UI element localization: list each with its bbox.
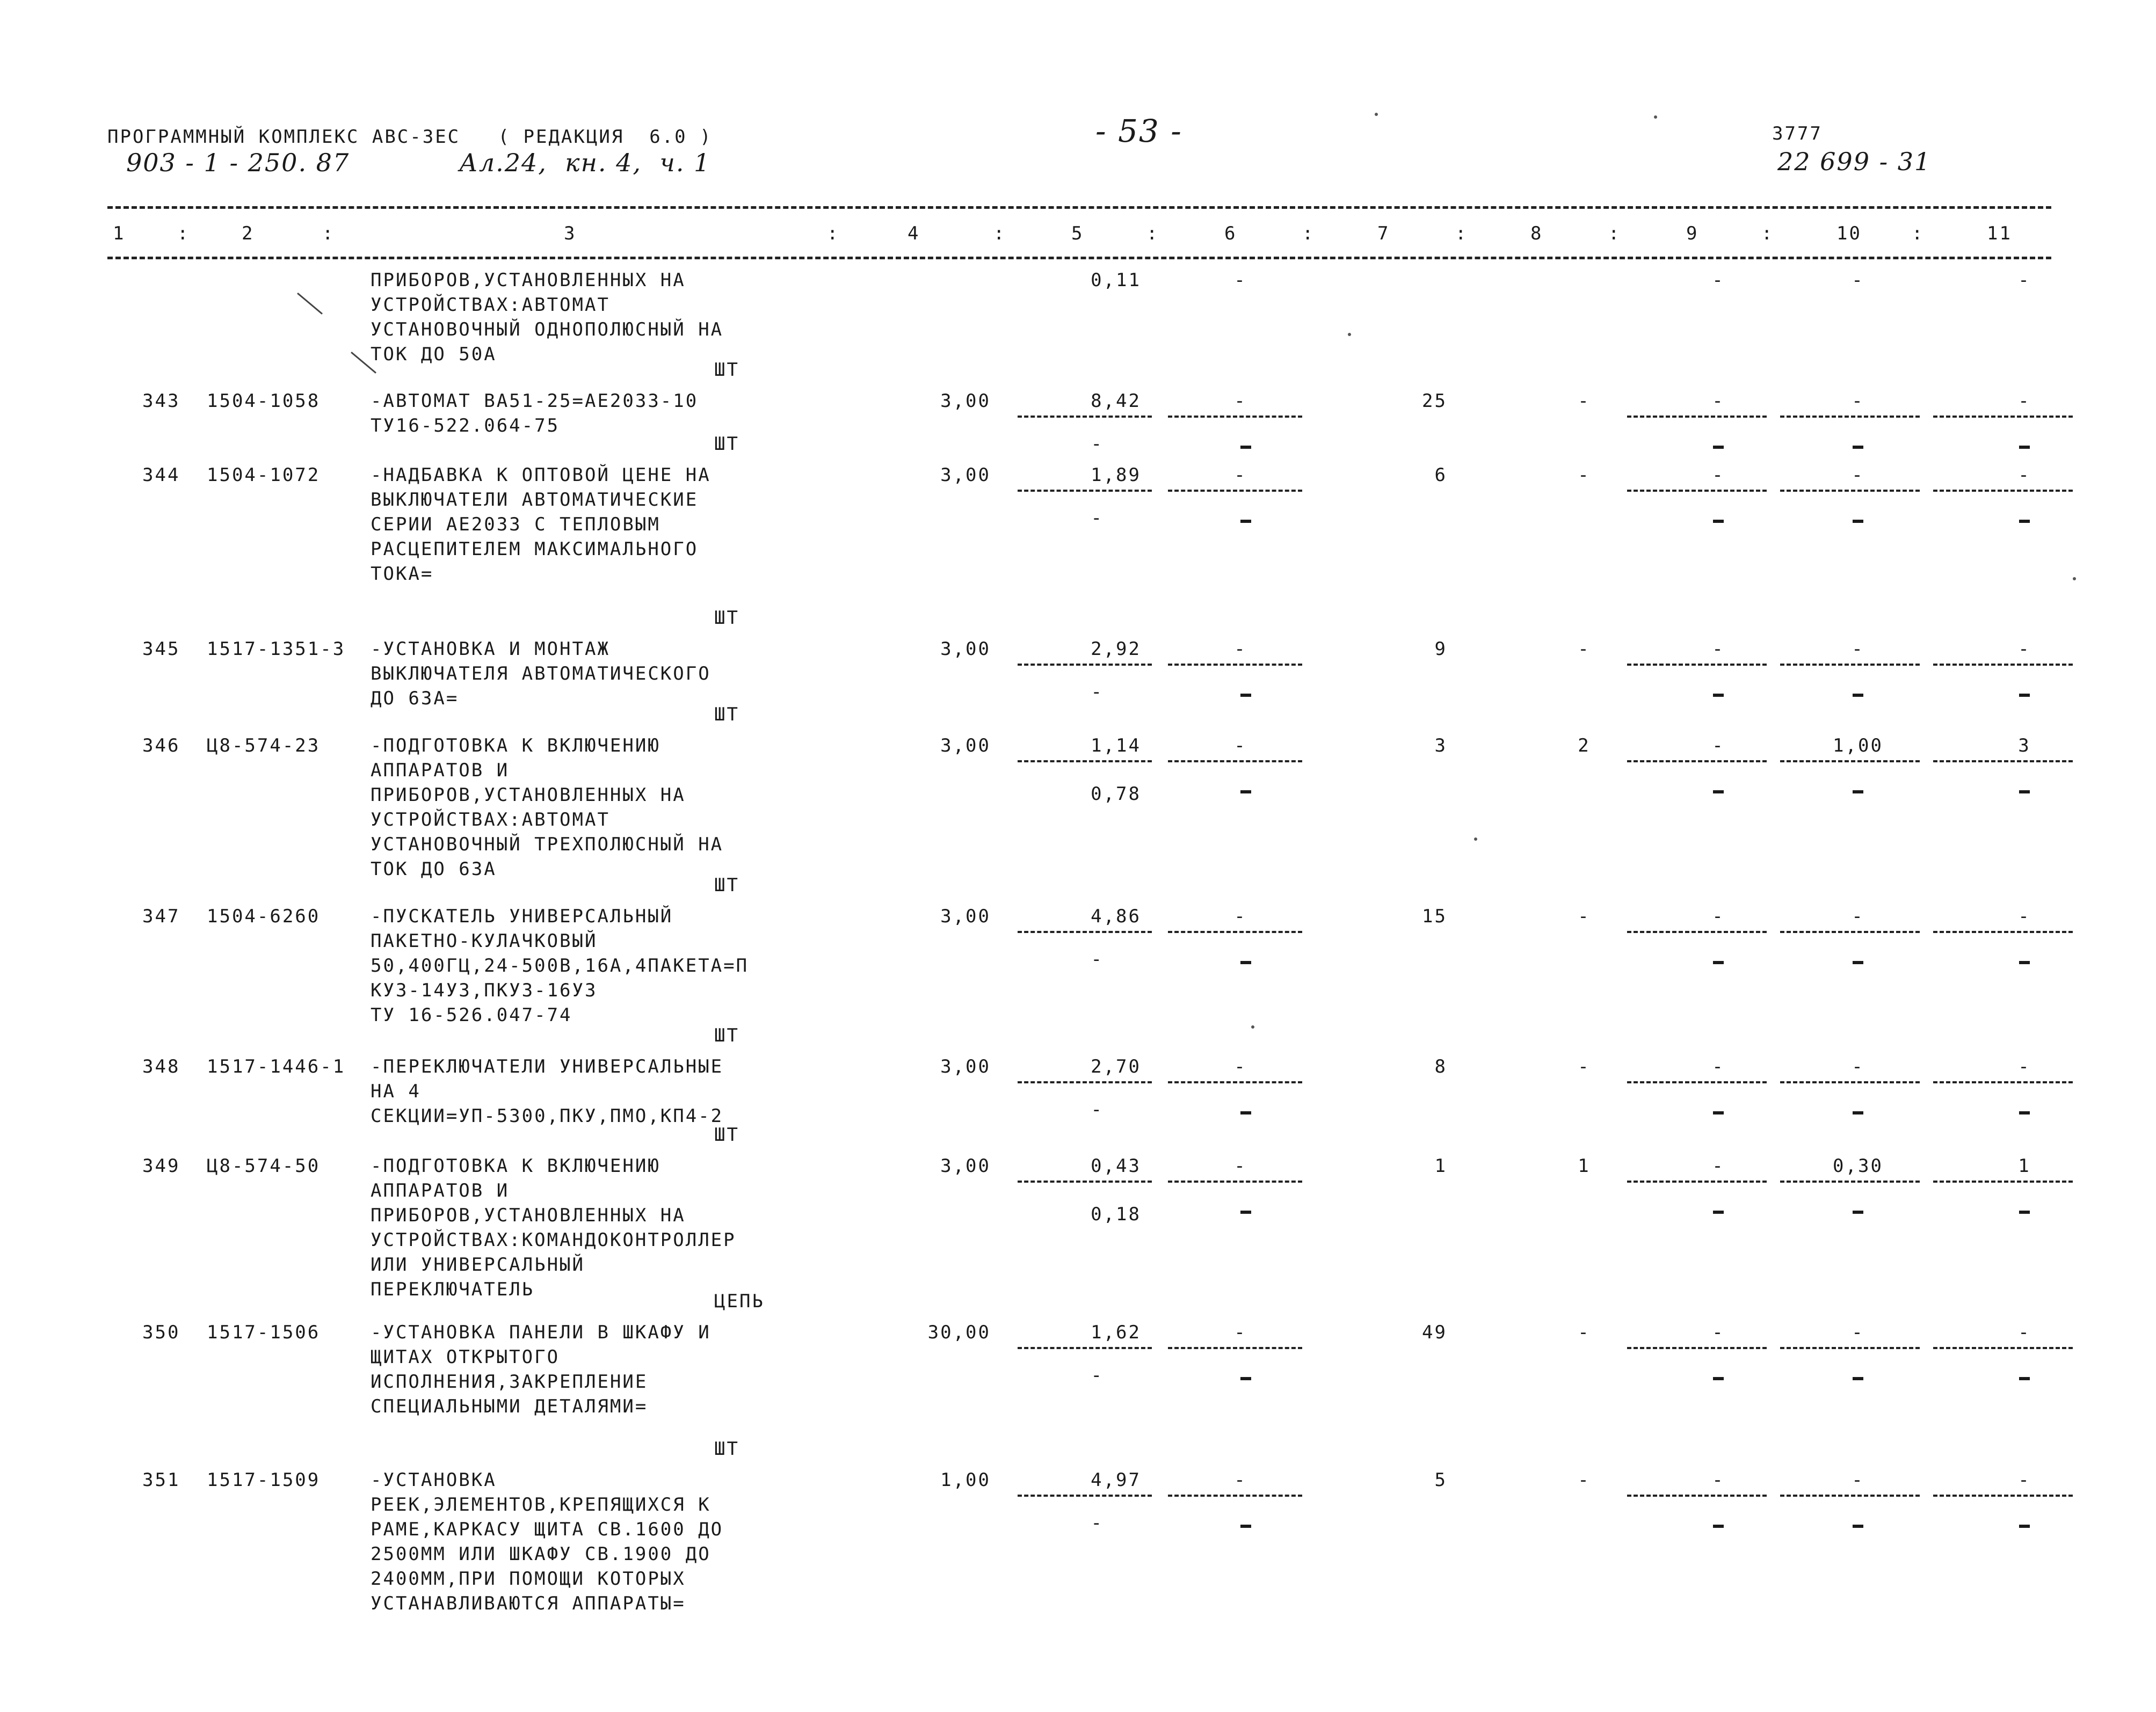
cost-underline-11	[1933, 1347, 2073, 1349]
col-separator: :	[1761, 223, 1774, 244]
description-line: ПРИБОРОВ,УСТАНОВЛЕННЫХ НА	[371, 1205, 686, 1226]
cost-underline-6	[1168, 760, 1302, 762]
cost-underline-10	[1780, 1181, 1920, 1183]
description-line: ПРИБОРОВ,УСТАНОВЛЕННЫХ НА	[371, 269, 686, 291]
second-line-dash-6	[1240, 1525, 1251, 1528]
cost-col-11: -	[2018, 906, 2031, 927]
description-line: ТУ 16-526.047-74	[371, 1004, 572, 1026]
description-line: ТОК ДО 63А	[371, 858, 497, 880]
cost-col-6: -	[1234, 735, 1247, 756]
cost-col-10: -	[1852, 269, 1864, 291]
col-4-header: 4	[908, 223, 920, 244]
scan-speck	[1474, 837, 1477, 841]
cost-col-10: -	[1852, 1322, 1864, 1343]
quantity: 30,00	[927, 1322, 991, 1343]
unit-label: ШТ	[714, 607, 739, 629]
cost-col-9: -	[1712, 390, 1725, 412]
cost-col-5: 4,86	[1091, 906, 1141, 927]
scan-speck	[1251, 1025, 1254, 1029]
cost-col-7: 49	[1422, 1322, 1447, 1343]
unit-label: ШТ	[714, 433, 739, 455]
description-line: -НАДБАВКА К ОПТОВОЙ ЦЕНЕ НА	[371, 464, 711, 486]
cost-col-8: -	[1578, 464, 1591, 486]
cost-col-10: 1,00	[1833, 735, 1883, 756]
cost-underline-11	[1933, 490, 2073, 492]
cost-underline-10	[1780, 1495, 1920, 1497]
col-separator: :	[177, 223, 190, 244]
rate-code: 1517-1506	[207, 1322, 321, 1343]
second-line-dash-6	[1240, 1111, 1251, 1114]
second-line-dash-11	[2019, 790, 2030, 793]
description-line: НА 4	[371, 1081, 421, 1102]
rate-code: Ц8-574-23	[207, 735, 321, 756]
description-line: -АВТОМАТ ВА51-25=АЕ2033-10	[371, 390, 699, 412]
quantity: 1,00	[940, 1469, 991, 1491]
col-10-header: 10	[1836, 223, 1862, 244]
description-line: ИЛИ УНИВЕРСАЛЬНЫЙ	[371, 1254, 585, 1276]
description-line: УСТАНОВОЧНЫЙ ОДНОПОЛЮСНЫЙ НА	[371, 319, 724, 340]
second-line-dash-9	[1713, 961, 1724, 964]
second-line-dash-10	[1853, 1377, 1863, 1380]
row-number: 348	[142, 1056, 180, 1077]
col-11-header: 11	[1987, 223, 2012, 244]
unit-label: ШТ	[714, 359, 739, 381]
description-line: ВЫКЛЮЧАТЕЛЯ АВТОМАТИЧЕСКОГО	[371, 663, 711, 684]
cost-underline-11	[1933, 1495, 2073, 1497]
row-number: 351	[142, 1469, 180, 1491]
description-line: РЕЕК,ЭЛЕМЕНТОВ,КРЕПЯЩИХСЯ К	[371, 1494, 711, 1516]
unit-label: ШТ	[714, 704, 739, 725]
cost-col-8: -	[1578, 1469, 1591, 1491]
cost-underline-6	[1168, 664, 1302, 666]
cost-col-9: -	[1712, 464, 1725, 486]
row-number: 343	[142, 390, 180, 412]
col-separator: :	[1912, 223, 1925, 244]
description-line: ТОКА=	[371, 563, 434, 585]
cost-col-8: -	[1578, 1056, 1591, 1077]
scan-speck	[1654, 115, 1657, 119]
description-line: -ПУСКАТЕЛЬ УНИВЕРСАЛЬНЫЙ	[371, 906, 673, 927]
col-3-header: 3	[564, 223, 577, 244]
cost-underline-10	[1780, 1081, 1920, 1083]
second-line-dash-10	[1853, 1211, 1863, 1214]
rate-code: Ц8-574-50	[207, 1155, 321, 1177]
cost-col-5: 2,70	[1091, 1056, 1141, 1077]
description-line: 50,400ГЦ,24-500В,16А,4ПАКЕТА=П	[371, 955, 749, 977]
description-line: -УСТАНОВКА И МОНТАЖ	[371, 638, 610, 660]
description-line: СЕРИИ АЕ2033 С ТЕПЛОВЫМ	[371, 514, 660, 535]
cost-col-7: 25	[1422, 390, 1447, 412]
cost-col-9: -	[1712, 1322, 1725, 1343]
quantity: 3,00	[940, 1056, 991, 1077]
second-line-dash-9	[1713, 1377, 1724, 1380]
unit-label: ШТ	[714, 1438, 739, 1460]
cost-underline-5	[1018, 416, 1152, 418]
description-line: КУ3-14У3,ПКУ3-16У3	[371, 980, 598, 1001]
cost-underline-10	[1780, 490, 1920, 492]
cost-underline-6	[1168, 931, 1302, 933]
description-line: ИСПОЛНЕНИЯ,ЗАКРЕПЛЕНИЕ	[371, 1371, 648, 1393]
second-line-dash-11	[2019, 1211, 2030, 1214]
header-top-rule	[107, 206, 2051, 209]
rate-code: 1504-6260	[207, 906, 321, 927]
cost-col-5: 0,11	[1091, 269, 1141, 291]
cost-underline-11	[1933, 931, 2073, 933]
description-line: -ПОДГОТОВКА К ВКЛЮЧЕНИЮ	[371, 1155, 660, 1177]
cost-underline-5	[1018, 1347, 1152, 1349]
cost-col-5-second: -	[1091, 1512, 1104, 1534]
description-line: ТУ16-522.064-75	[371, 415, 560, 436]
cost-underline-5	[1018, 760, 1152, 762]
cost-col-9: -	[1712, 1056, 1725, 1077]
description-line: ВЫКЛЮЧАТЕЛИ АВТОМАТИЧЕСКИЕ	[371, 489, 699, 511]
second-line-dash-11	[2019, 520, 2030, 523]
cost-col-5: 1,14	[1091, 735, 1141, 756]
cost-col-9: -	[1712, 1469, 1725, 1491]
scan-mark	[297, 293, 323, 315]
cost-col-5: 2,92	[1091, 638, 1141, 660]
cost-col-5: 8,42	[1091, 390, 1141, 412]
description-line: ПАКЕТНО-КУЛАЧКОВЫЙ	[371, 930, 598, 952]
cost-col-5: 1,89	[1091, 464, 1141, 486]
second-line-dash-10	[1853, 961, 1863, 964]
unit-label: ШТ	[714, 1025, 739, 1046]
cost-underline-10	[1780, 664, 1920, 666]
description-line: УСТРОЙСТВАХ:АВТОМАТ	[371, 294, 610, 316]
cost-underline-10	[1780, 760, 1920, 762]
cost-underline-9	[1627, 1081, 1767, 1083]
second-line-dash-10	[1853, 446, 1863, 449]
description-line: СПЕЦИАЛЬНЫМИ ДЕТАЛЯМИ=	[371, 1396, 648, 1417]
second-line-dash-11	[2019, 1111, 2030, 1114]
second-line-dash-9	[1713, 694, 1724, 697]
description-line: 2500ММ ИЛИ ШКАФУ СВ.1900 ДО	[371, 1543, 711, 1565]
cost-col-10: -	[1852, 638, 1864, 660]
header-bottom-rule	[107, 257, 2051, 259]
rate-code: 1517-1446-1	[207, 1056, 346, 1077]
cost-underline-5	[1018, 1081, 1152, 1083]
cost-underline-6	[1168, 1081, 1302, 1083]
cost-col-11: 1	[2018, 1155, 2031, 1177]
rate-code: 1504-1072	[207, 464, 321, 486]
row-number: 350	[142, 1322, 180, 1343]
cost-col-6: -	[1234, 1155, 1247, 1177]
cost-col-11: 3	[2018, 735, 2031, 756]
row-number: 347	[142, 906, 180, 927]
cost-col-7: 6	[1434, 464, 1447, 486]
cost-underline-9	[1627, 664, 1767, 666]
cost-col-11: -	[2018, 1322, 2031, 1343]
cost-col-7: 9	[1434, 638, 1447, 660]
cost-col-5-second: 0,18	[1091, 1204, 1141, 1225]
cost-col-7: 1	[1434, 1155, 1447, 1177]
description-line: ТОК ДО 50А	[371, 344, 497, 365]
description-line: ДО 63А=	[371, 688, 459, 709]
quantity: 3,00	[940, 390, 991, 412]
cost-underline-5	[1018, 931, 1152, 933]
cost-col-6: -	[1234, 269, 1247, 291]
cost-col-9: -	[1712, 735, 1725, 756]
cost-col-8: -	[1578, 638, 1591, 660]
description-line: -УСТАНОВКА	[371, 1469, 497, 1491]
cost-col-7: 15	[1422, 906, 1447, 927]
description-line: АППАРАТОВ И	[371, 1180, 510, 1201]
second-line-dash-10	[1853, 1111, 1863, 1114]
cost-col-6: -	[1234, 1322, 1247, 1343]
cost-underline-5	[1018, 1181, 1152, 1183]
cost-col-5: 0,43	[1091, 1155, 1141, 1177]
col-2-header: 2	[242, 223, 255, 244]
col-9-header: 9	[1686, 223, 1699, 244]
cost-col-10: -	[1852, 390, 1864, 412]
second-line-dash-11	[2019, 1525, 2030, 1528]
cost-underline-6	[1168, 490, 1302, 492]
cost-underline-11	[1933, 664, 2073, 666]
col-7-header: 7	[1377, 223, 1390, 244]
cost-col-5-second: -	[1091, 1365, 1104, 1386]
col-separator: :	[1302, 223, 1315, 244]
cost-col-11: -	[2018, 269, 2031, 291]
cost-underline-5	[1018, 490, 1152, 492]
row-number: 345	[142, 638, 180, 660]
cost-col-11: -	[2018, 1056, 2031, 1077]
second-line-dash-9	[1713, 790, 1724, 793]
scan-speck	[1348, 333, 1351, 336]
rate-code: 1517-1351-3	[207, 638, 346, 660]
second-line-dash-9	[1713, 520, 1724, 523]
description-line: -ПЕРЕКЛЮЧАТЕЛИ УНИВЕРСАЛЬНЫЕ	[371, 1056, 724, 1077]
rate-code: 1517-1509	[207, 1469, 321, 1491]
col-8-header: 8	[1530, 223, 1543, 244]
second-line-dash-9	[1713, 1525, 1724, 1528]
description-line: ПРИБОРОВ,УСТАНОВЛЕННЫХ НА	[371, 784, 686, 806]
description-line: ПЕРЕКЛЮЧАТЕЛЬ	[371, 1279, 535, 1300]
second-line-dash-6	[1240, 790, 1251, 793]
description-line: УСТАНОВОЧНЫЙ ТРЕХПОЛЮСНЫЙ НА	[371, 834, 724, 855]
cost-underline-9	[1627, 1181, 1767, 1183]
second-line-dash-10	[1853, 520, 1863, 523]
cost-underline-10	[1780, 931, 1920, 933]
col-1-header: 1	[113, 223, 126, 244]
second-line-dash-10	[1853, 790, 1863, 793]
cost-col-11: -	[2018, 464, 2031, 486]
unit-label: ЦЕПЬ	[714, 1291, 765, 1312]
description-line: УСТРОЙСТВАХ:АВТОМАТ	[371, 809, 610, 830]
cost-col-9: -	[1712, 638, 1725, 660]
cost-col-6: -	[1234, 1469, 1247, 1491]
cost-col-5-second: -	[1091, 681, 1104, 703]
quantity: 3,00	[940, 735, 991, 756]
program-header: ПРОГРАММНЫЙ КОМПЛЕКС АВС-ЗЕС ( РЕДАКЦИЯ 6.0 )	[107, 126, 713, 148]
description-line: РАСЦЕПИТЕЛЕМ МАКСИМАЛЬНОГО	[371, 538, 699, 560]
rate-code: 1504-1058	[207, 390, 321, 412]
cost-col-9: -	[1712, 269, 1725, 291]
second-line-dash-10	[1853, 1525, 1863, 1528]
scan-speck	[2073, 577, 2076, 580]
cost-col-10: -	[1852, 1469, 1864, 1491]
cost-underline-9	[1627, 931, 1767, 933]
second-line-dash-10	[1853, 694, 1863, 697]
scan-speck	[1375, 113, 1378, 116]
cost-underline-9	[1627, 760, 1767, 762]
col-separator: :	[827, 223, 840, 244]
cost-underline-11	[1933, 1181, 2073, 1183]
second-line-dash-9	[1713, 1211, 1724, 1214]
description-line: -ПОДГОТОВКА К ВКЛЮЧЕНИЮ	[371, 735, 660, 756]
second-line-dash-6	[1240, 694, 1251, 697]
cost-col-10: -	[1852, 906, 1864, 927]
row-number: 344	[142, 464, 180, 486]
second-line-dash-11	[2019, 446, 2030, 449]
description-line: УСТРОЙСТВАХ:КОМАНДОКОНТРОЛЛЕР	[371, 1229, 736, 1251]
cost-col-11: -	[2018, 390, 2031, 412]
cost-col-9: -	[1712, 1155, 1725, 1177]
cost-col-7: 5	[1434, 1469, 1447, 1491]
page-number: - 53 -	[1095, 113, 1182, 149]
cost-col-11: -	[2018, 638, 2031, 660]
cost-col-8: -	[1578, 906, 1591, 927]
quantity: 3,00	[940, 906, 991, 927]
col-separator: :	[1455, 223, 1468, 244]
cost-underline-5	[1018, 664, 1152, 666]
handwritten-sheet-number: 22 699 - 31	[1777, 147, 1932, 176]
cost-col-5-second: 0,78	[1091, 783, 1141, 805]
second-line-dash-9	[1713, 446, 1724, 449]
cost-col-5: 1,62	[1091, 1322, 1141, 1343]
cost-col-10: -	[1852, 464, 1864, 486]
cost-underline-9	[1627, 490, 1767, 492]
col-5-header: 5	[1071, 223, 1084, 244]
cost-underline-9	[1627, 1347, 1767, 1349]
unit-label: ШТ	[714, 1124, 739, 1146]
cost-col-6: -	[1234, 390, 1247, 412]
second-line-dash-6	[1240, 1211, 1251, 1214]
cost-underline-6	[1168, 1181, 1302, 1183]
description-line: РАМЕ,КАРКАСУ ЩИТА СВ.1600 ДО	[371, 1519, 724, 1540]
second-line-dash-6	[1240, 446, 1251, 449]
cost-col-9: -	[1712, 906, 1725, 927]
cost-col-8: 1	[1578, 1155, 1591, 1177]
cost-underline-6	[1168, 416, 1302, 418]
cost-underline-6	[1168, 1347, 1302, 1349]
cost-col-6: -	[1234, 1056, 1247, 1077]
cost-col-5-second: -	[1091, 949, 1104, 970]
cost-underline-10	[1780, 1347, 1920, 1349]
cost-col-6: -	[1234, 906, 1247, 927]
cost-col-8: 2	[1578, 735, 1591, 756]
unit-label: ШТ	[714, 875, 739, 896]
cost-col-8: -	[1578, 390, 1591, 412]
cost-col-6: -	[1234, 464, 1247, 486]
second-line-dash-9	[1713, 1111, 1724, 1114]
row-number: 346	[142, 735, 180, 756]
cost-col-10: 0,30	[1833, 1155, 1883, 1177]
cost-underline-9	[1627, 416, 1767, 418]
second-line-dash-11	[2019, 1377, 2030, 1380]
cost-underline-5	[1018, 1495, 1152, 1497]
second-line-dash-11	[2019, 694, 2030, 697]
cost-col-7: 8	[1434, 1056, 1447, 1077]
cost-col-5-second: -	[1091, 433, 1104, 455]
cost-col-6: -	[1234, 638, 1247, 660]
cost-col-5-second: -	[1091, 507, 1104, 529]
cost-underline-11	[1933, 760, 2073, 762]
cost-col-8: -	[1578, 1322, 1591, 1343]
cost-underline-9	[1627, 1495, 1767, 1497]
handwritten-album-ref: Ал.24, кн. 4, ч. 1	[459, 148, 711, 177]
description-line: 2400ММ,ПРИ ПОМОЩИ КОТОРЫХ	[371, 1568, 686, 1590]
cost-underline-11	[1933, 1081, 2073, 1083]
handwritten-project-number: 903 - 1 - 250. 87	[126, 148, 350, 177]
second-line-dash-6	[1240, 520, 1251, 523]
cost-col-5-second: -	[1091, 1099, 1104, 1120]
cost-col-10: -	[1852, 1056, 1864, 1077]
cost-underline-11	[1933, 416, 2073, 418]
cost-col-5: 4,97	[1091, 1469, 1141, 1491]
cost-col-7: 3	[1434, 735, 1447, 756]
col-6-header: 6	[1224, 223, 1237, 244]
description-line: АППАРАТОВ И	[371, 760, 510, 781]
quantity: 3,00	[940, 464, 991, 486]
col-separator: :	[1146, 223, 1159, 244]
document-code: 3777	[1772, 123, 1823, 144]
cost-underline-10	[1780, 416, 1920, 418]
row-number: 349	[142, 1155, 180, 1177]
quantity: 3,00	[940, 1155, 991, 1177]
quantity: 3,00	[940, 638, 991, 660]
description-line: -УСТАНОВКА ПАНЕЛИ В ШКАФУ И	[371, 1322, 711, 1343]
cost-col-11: -	[2018, 1469, 2031, 1491]
second-line-dash-6	[1240, 961, 1251, 964]
description-line: УСТАНАВЛИВАЮТСЯ АППАРАТЫ=	[371, 1593, 686, 1614]
col-separator: :	[322, 223, 335, 244]
cost-underline-6	[1168, 1495, 1302, 1497]
second-line-dash-6	[1240, 1377, 1251, 1380]
description-line: СЕКЦИИ=УП-5300,ПКУ,ПМО,КП4-2	[371, 1105, 724, 1127]
description-line: ЩИТАХ ОТКРЫТОГО	[371, 1346, 560, 1368]
second-line-dash-11	[2019, 961, 2030, 964]
col-separator: :	[1608, 223, 1621, 244]
col-separator: :	[993, 223, 1006, 244]
